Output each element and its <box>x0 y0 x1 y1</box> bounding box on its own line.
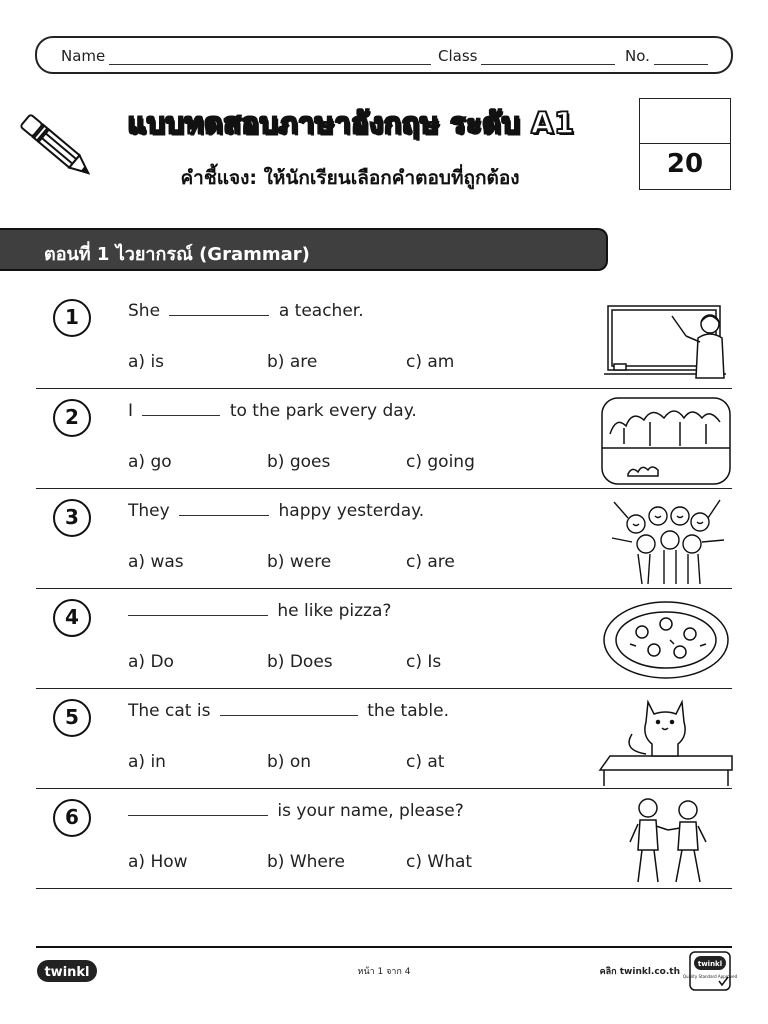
class-label: Class <box>438 47 478 65</box>
question-text <box>128 601 391 621</box>
question-text <box>128 401 417 421</box>
option-c[interactable]: c) Is <box>406 652 442 672</box>
score-total: 20 <box>666 149 704 179</box>
class-field[interactable] <box>438 47 615 65</box>
question-text-before: They <box>128 501 170 521</box>
question-text-after: a teacher. <box>278 301 364 321</box>
question-row <box>36 589 732 689</box>
option-a[interactable]: a) go <box>128 452 172 472</box>
option-c[interactable]: c) What <box>406 852 473 872</box>
question-number: 5 <box>53 699 91 737</box>
question-number: 2 <box>53 399 91 437</box>
cat-on-table-icon <box>600 694 732 786</box>
student-info-box <box>35 36 733 74</box>
pizza-icon <box>600 594 732 686</box>
answer-blank[interactable] <box>128 602 268 616</box>
name-field[interactable] <box>61 47 431 65</box>
option-a[interactable]: a) Do <box>128 652 174 672</box>
score-box[interactable] <box>639 98 731 190</box>
number-label: No. <box>625 47 650 65</box>
class-line <box>481 51 615 65</box>
question-text <box>128 501 424 521</box>
score-divider <box>640 143 730 144</box>
option-a[interactable]: a) was <box>128 552 184 572</box>
svg-text:twinkl: twinkl <box>697 960 723 968</box>
option-a[interactable]: a) is <box>128 352 165 372</box>
option-b[interactable]: b) Does <box>267 652 333 672</box>
question-number: 4 <box>53 599 91 637</box>
option-b[interactable]: b) were <box>267 552 332 572</box>
question-row <box>36 689 732 789</box>
question-text-before: I <box>128 401 134 421</box>
footer-divider <box>36 946 732 948</box>
happy-kids-icon <box>600 494 732 586</box>
question-text <box>128 701 449 721</box>
number-line <box>654 51 708 65</box>
option-c[interactable]: c) going <box>406 452 475 472</box>
name-line <box>109 51 431 65</box>
park-icon <box>600 394 732 486</box>
question-text-before: She <box>128 301 161 321</box>
answer-blank[interactable] <box>220 702 358 716</box>
section-header: ตอนที่ 1 ไวยากรณ์ (Grammar) <box>0 228 608 271</box>
number-field[interactable] <box>625 47 708 65</box>
question-text-after: happy yesterday. <box>278 501 425 521</box>
option-b[interactable]: b) Where <box>267 852 345 872</box>
pencil-icon <box>10 100 102 192</box>
question-number: 1 <box>53 299 91 337</box>
teacher-icon <box>600 294 732 386</box>
question-text <box>128 301 364 321</box>
option-c[interactable]: c) am <box>406 352 455 372</box>
question-text-after: he like pizza? <box>277 601 392 621</box>
question-row <box>36 389 732 489</box>
answer-blank[interactable] <box>179 502 269 516</box>
instructions: คำชี้แจง: ให้นักเรียนเลือกคำตอบที่ถูกต้อง <box>180 167 520 189</box>
quality-badge-icon <box>682 951 738 991</box>
option-a[interactable]: a) How <box>128 852 188 872</box>
page-number: หน้า 1 จาก 4 <box>357 967 411 977</box>
answer-blank[interactable] <box>169 302 269 316</box>
option-c[interactable]: c) are <box>406 552 455 572</box>
option-b[interactable]: b) on <box>267 752 312 772</box>
question-text-after: to the park every day. <box>229 401 417 421</box>
question-row <box>36 489 732 589</box>
question-text <box>128 801 464 821</box>
option-b[interactable]: b) are <box>267 352 318 372</box>
kids-meeting-icon <box>600 794 732 886</box>
option-c[interactable]: c) at <box>406 752 445 772</box>
question-text-before: The cat is <box>128 701 211 721</box>
question-text-after: the table. <box>367 701 450 721</box>
answer-blank[interactable] <box>142 402 220 416</box>
option-b[interactable]: b) goes <box>267 452 331 472</box>
page-title: แบบทดสอบภาษาอังกฤษ ระดับ A1 <box>127 106 575 140</box>
question-text-after: is your name, please? <box>277 801 464 821</box>
answer-blank[interactable] <box>128 802 268 816</box>
svg-text:Quality Standard Approved: Quality Standard Approved <box>682 974 738 979</box>
question-row <box>36 289 732 389</box>
question-row <box>36 789 732 889</box>
question-number: 3 <box>53 499 91 537</box>
question-number: 6 <box>53 799 91 837</box>
option-a[interactable]: a) in <box>128 752 166 772</box>
name-label: Name <box>61 47 106 65</box>
site-link[interactable]: คลิก twinkl.co.th <box>599 967 680 977</box>
svg-text:twinkl: twinkl <box>44 965 90 980</box>
